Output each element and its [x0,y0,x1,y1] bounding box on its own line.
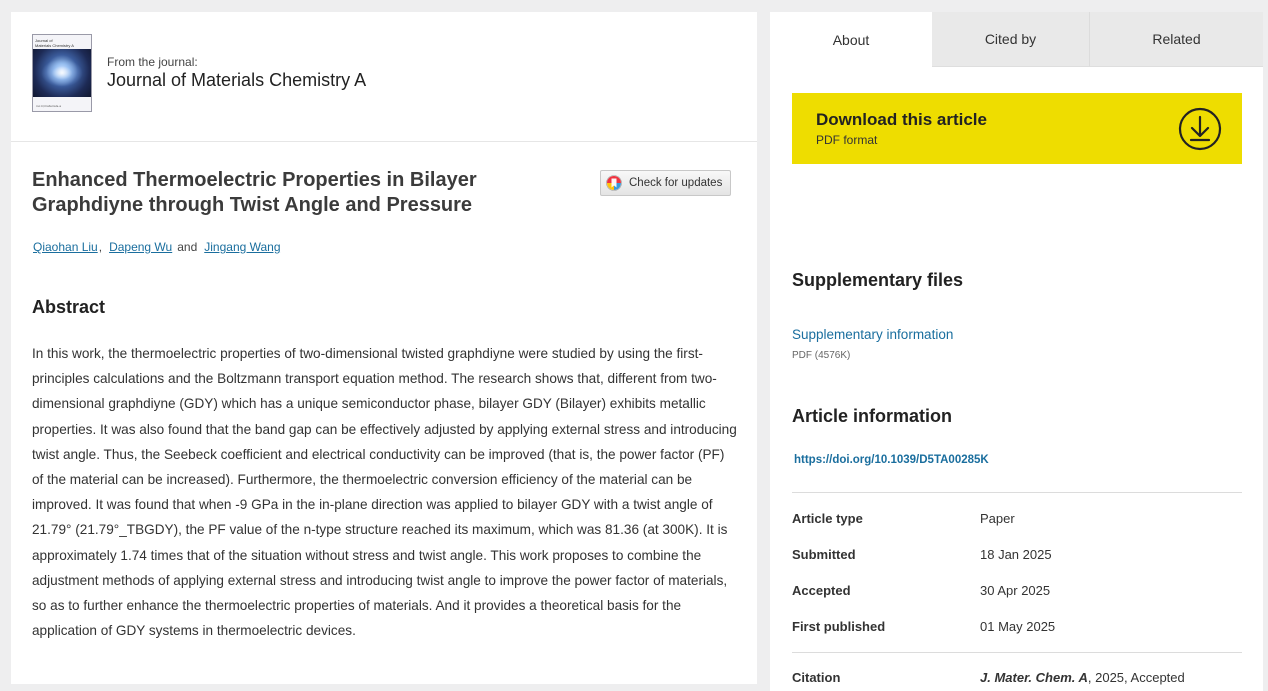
journal-cover-image[interactable] [32,34,92,112]
citation-journal: J. Mater. Chem. A [980,670,1088,685]
journal-header [11,12,757,142]
citation-value [980,670,1185,685]
cover-artwork [33,49,91,97]
author-link-1[interactable]: Qiaohan Liu [33,240,98,254]
info-label: Accepted [792,583,851,598]
download-format: PDF format [816,133,878,147]
info-value: 01 May 2025 [980,619,1056,634]
check-for-updates-button[interactable] [600,170,731,196]
download-title: Download this article [816,110,987,129]
tab-cited-by[interactable]: Cited by [932,12,1089,67]
download-icon [1178,107,1222,151]
author-link-2[interactable]: Dapeng Wu [109,240,173,254]
citation-divider [792,652,1242,653]
author-and: and [177,240,198,254]
supplementary-file-meta: PDF (4576K) [792,350,851,361]
article-information-heading: Article information [792,406,953,426]
check-updates-label: Check for updates [629,177,723,189]
citation-rest: , 2025, Accepted [1087,670,1185,685]
doi-link[interactable]: https://doi.org/10.1039/D5TA00285K [794,454,989,466]
info-value: 30 Apr 2025 [980,583,1051,598]
journal-name-link[interactable]: Journal of Materials Chemistry A [107,70,367,90]
abstract-heading: Abstract [32,297,106,317]
info-row-article-type [792,511,1242,531]
info-row-citation [792,670,1242,690]
download-article-button[interactable] [792,93,1242,164]
info-divider [792,492,1242,493]
journal-from-label: From the journal: [107,55,198,69]
abstract-text: In this work, the thermoelectric properties of two-dimensional twisted graphdiyne were studied by using the first-principles calculations and the Boltzmann transport equation method. The research shows that, different from two-dimensional graphdiyne (GDY) which has a unique semiconductor phase, bilayer GDY (Bilayer) exhibits metallic properties. It was also found that the band gap can be effectively adjusted by applying external stress and introducing twist angle. Thus, the Seebeck coefficient and electrical conductivity can be improved (that is, the power factor (PF) of the material can be increased). Furthermore, the thermoelectric conversion efficiency of the material can be improved. It was found that when -9 GPa in the in-plane direction was applied to bilayer GDY with a twist angle of 21.79° (21.79°_TBGDY), the PF value of the n-type structure reached its maximum, which was 81.36 (at 300K). It is approximately 1.74 times that of the situation without stress and twist angle. This work proposes to combine the adjustment methods of applying external stress and introducing twist angle to improve the power factor of materials, so as to further enhance the thermoelectric properties of materials. And it provides a theoretical basis for the application of GDY systems in thermoelectric devices. [32,346,737,639]
author-link-3[interactable]: Jingang Wang [204,240,281,254]
info-value: Paper [980,511,1015,526]
info-label: Article type [792,511,863,526]
sidebar-tabs [770,12,1263,67]
info-value: 18 Jan 2025 [980,547,1052,562]
article-title: Enhanced Thermoelectric Properties in Bilayer Graphdiyne through Twist Angle and Pressure [32,169,477,216]
tab-about[interactable]: About [770,12,932,67]
info-label: Submitted [792,547,856,562]
author-list [33,240,281,254]
citation-label: Citation [792,670,841,685]
info-label: First published [792,619,886,634]
crossmark-icon [606,175,622,191]
info-row-first-published [792,619,1242,639]
cover-title: Journal of Materials Chemistry A [35,38,74,48]
tab-related[interactable]: Related [1089,12,1263,67]
article-card [11,12,757,684]
article-sidebar [770,12,1263,691]
supplementary-information-link[interactable]: Supplementary information [792,327,954,342]
author-separator: , [98,240,103,254]
info-row-accepted [792,583,1242,603]
supplementary-heading: Supplementary files [792,270,964,290]
cover-footer: rsc.li/materials-a [36,104,62,108]
info-row-submitted [792,547,1242,567]
